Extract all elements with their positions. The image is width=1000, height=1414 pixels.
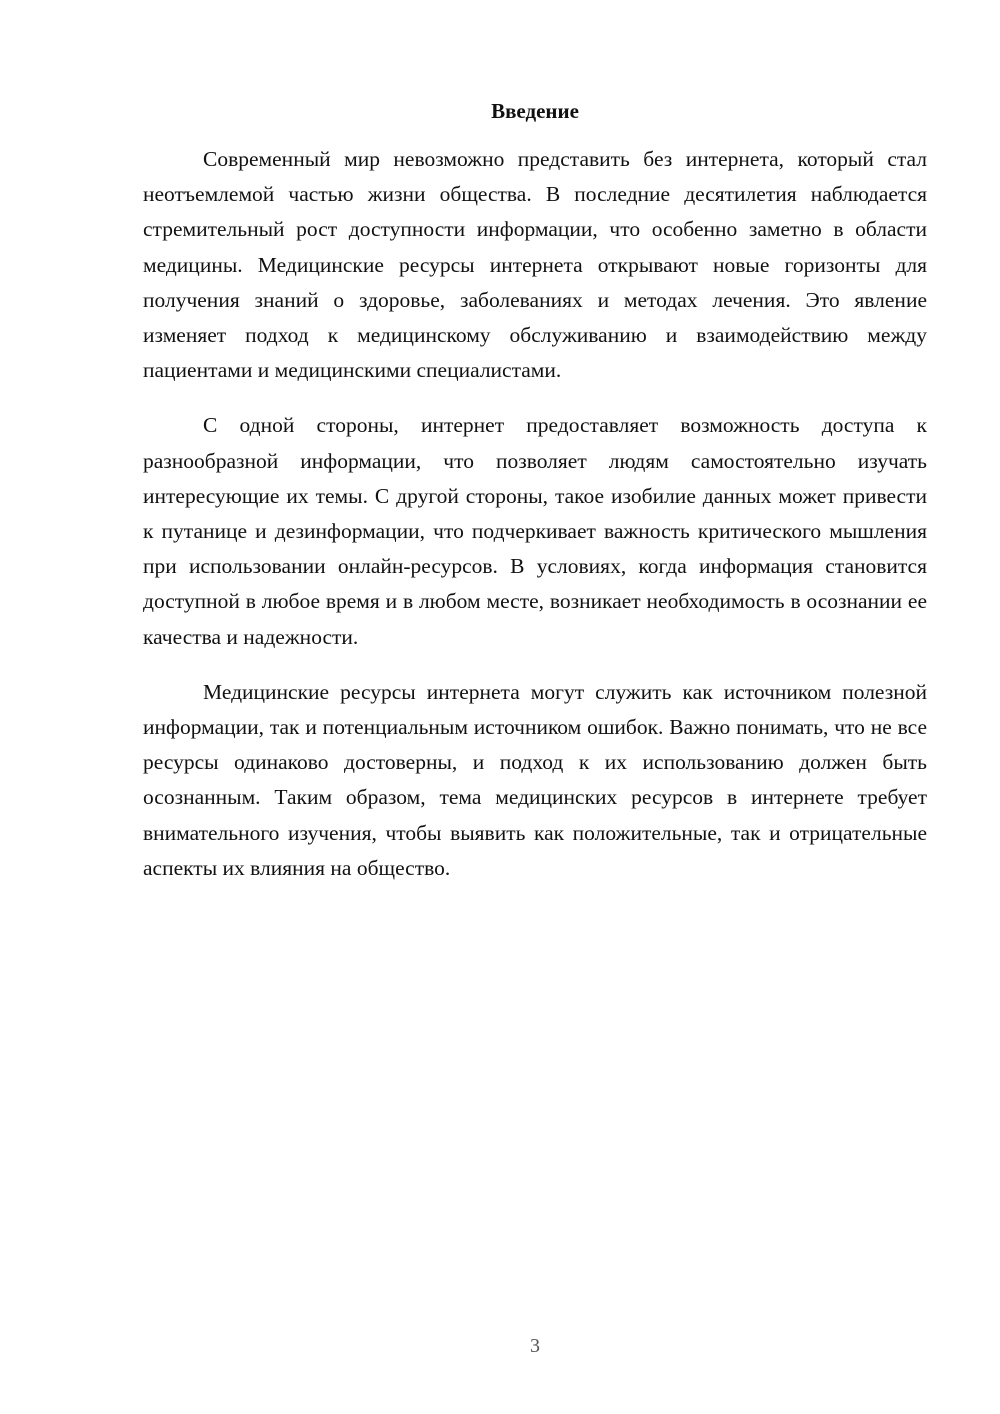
paragraph-2: С одной стороны, интернет предоставляет возможность доступа к разнообразной информации, что позволяет людям самостоятельно изучать интересующие их темы. С другой стороны, такое изобилие данных может привести к путанице и дезинформации, что подчеркивает важность критического мышления при использовании онлайн-ресурсов. В условиях, когда информация становится доступной в любое время и в любом месте, возникает необходимость в осознании ее качества и надежности. [143, 413, 927, 649]
paragraph-3: Медицинские ресурсы интернета могут служить как источником полезной информации, так и потенциальным источником ошибок. Важно понимать, что не все ресурсы одинаково достоверны, и подход к их использованию должен быть осознанным. Таким образом, тема медицинских ресурсов в интернете требует внимательного изучения, чтобы выявить как положительные, так и отрицательные аспекты их влияния на общество. [143, 679, 927, 880]
body-text [143, 142, 927, 906]
paragraph-1: Современный мир невозможно представить без интернета, который стал неотъемлемой частью жизни общества. В последние десятилетия наблюдается стремительный рост доступности информации, что особенно заметно в области медицины. Медицинские ресурсы интернета открывают новые горизонты для получения знаний о здоровье, заболеваниях и методах лечения. Это явление изменяет подход к медицинскому обслуживанию и взаимодействию между пациентами и медицинскими специалистами. [143, 147, 927, 383]
section-heading: Введение [491, 99, 579, 123]
page-number: 3 [530, 1335, 540, 1357]
